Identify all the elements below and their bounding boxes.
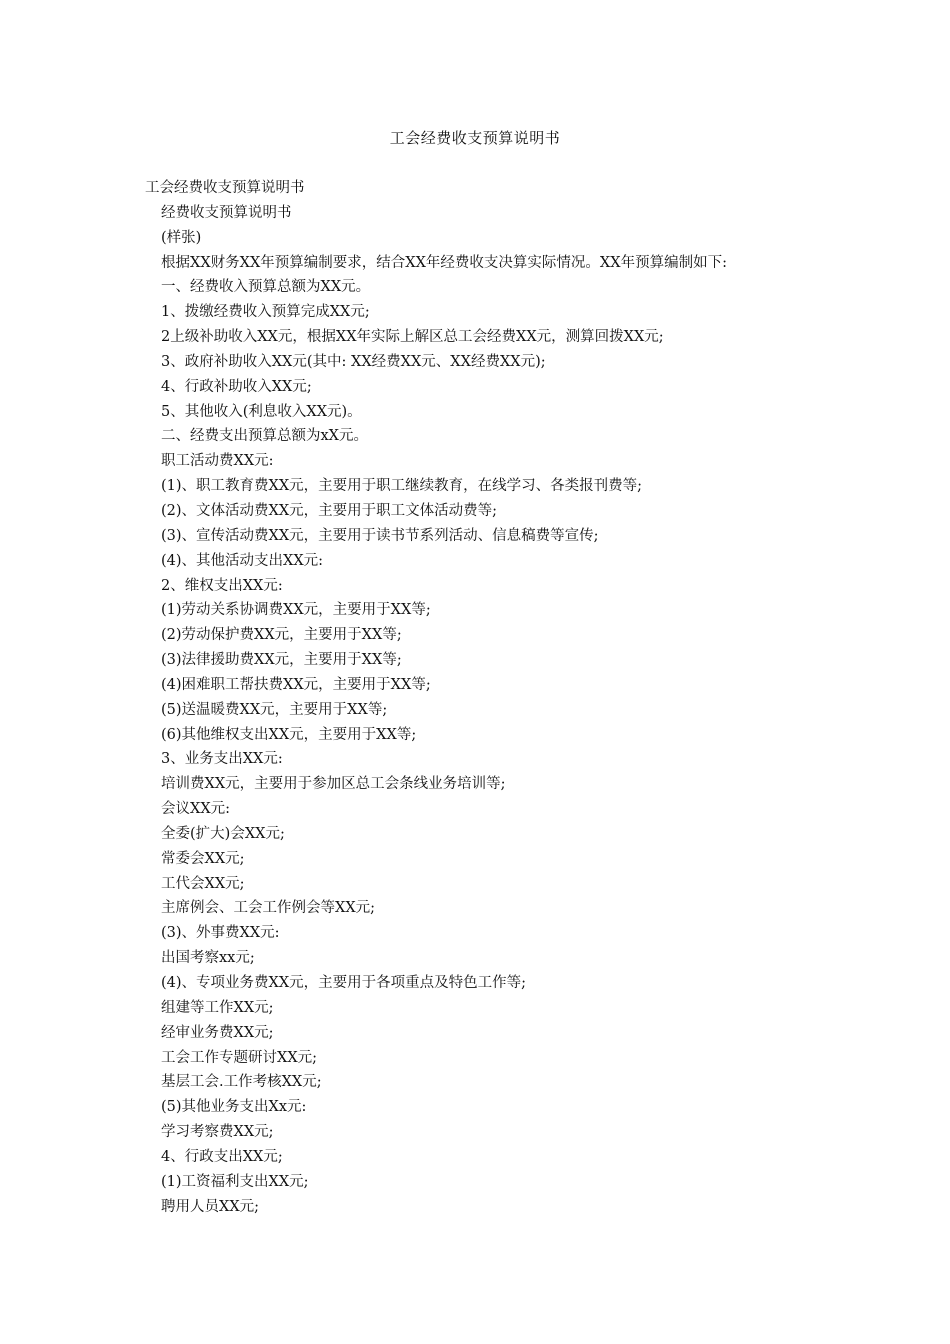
paragraph-line: (样张): [161, 229, 202, 246]
paragraph-line: 职工活动费XX元:: [161, 453, 274, 470]
paragraph-line: 会议XX元:: [161, 801, 231, 818]
paragraph-line: 二、经费支出预算总额为xX元。: [161, 428, 368, 445]
paragraph-line: (3)法律援助费XX元，主要用于XX等;: [161, 652, 402, 669]
paragraph-line: 常委会XX元;: [161, 850, 245, 867]
document-title: 工会经费收支预算说明书: [389, 129, 561, 147]
paragraph-line: (4)、其他活动支出XX元:: [161, 552, 324, 569]
paragraph-line: 5、其他收入(利息收入XX元)。: [161, 403, 362, 420]
paragraph-line: 工会工作专题研讨XX元;: [161, 1049, 318, 1066]
paragraph-line: 1、拨缴经费收入预算完成XX元;: [161, 304, 370, 321]
paragraph-line: (1)、职工教育费XX元，主要用于职工继续教育，在线学习、各类报刊费等;: [161, 478, 643, 495]
paragraph-line: 基层工会.工作考核XX元;: [161, 1074, 322, 1091]
paragraph-line: 学习考察费XX元;: [161, 1124, 274, 1141]
paragraph-line: 全委(扩大)会XX元;: [161, 825, 285, 842]
paragraph-line: (4)困难职工帮扶费XX元，主要用于XX等;: [161, 676, 431, 693]
paragraph-line: 2、维权支出XX元:: [161, 577, 283, 594]
paragraph-line: (5)送温暖费XX元，主要用于XX等;: [161, 701, 388, 718]
paragraph-line: 一、经费收入预算总额为XX元。: [161, 279, 371, 296]
paragraph-line: (2)劳动保护费XX元，主要用于XX等;: [161, 627, 402, 644]
paragraph-line: 4、行政补助收入XX元;: [161, 378, 312, 395]
paragraph-line: (2)、文体活动费XX元，主要用于职工文体活动费等;: [161, 502, 498, 519]
paragraph-line: 4、行政支出XX元;: [161, 1148, 283, 1165]
paragraph-line: 出国考察xx元;: [161, 950, 255, 967]
paragraph-line: 组建等工作XX元;: [161, 999, 274, 1016]
paragraph-line: 主席例会、工会工作例会等XX元;: [161, 900, 376, 917]
paragraph-line: (4)、专项业务费XX元，主要用于各项重点及特色工作等;: [161, 975, 527, 991]
paragraph-line: 经费收支预算说明书: [161, 204, 292, 221]
paragraph-line: (1)劳动关系协调费XX元，主要用于XX等;: [161, 602, 431, 619]
paragraph-line: 根据XX财务XX年预算编制要求，结合XX年经费收支决算实际情况。XX年预算编制如下:: [161, 254, 727, 271]
paragraph-line: 聘用人员XX元;: [161, 1198, 260, 1215]
paragraph-line: (3)、宣传活动费XX元，主要用于读书节系列活动、信息稿费等宣传;: [161, 527, 599, 544]
paragraph-line: (6)其他维权支出XX元，主要用于XX等;: [161, 726, 417, 743]
paragraph-line: 培训费XX元，主要用于参加区总工会条线业务培训等;: [161, 776, 506, 793]
document-body: [145, 176, 865, 1219]
paragraph-line: 2上级补助收入XX元，根据XX年实际上解区总工会经费XX元，测算回拨XX元;: [161, 329, 664, 346]
paragraph-line: (1)工资福利支出XX元;: [161, 1173, 309, 1190]
paragraph-line: 3、业务支出XX元:: [161, 751, 283, 768]
paragraph-line: 工代会XX元;: [161, 875, 245, 892]
paragraph-line: 经审业务费XX元;: [161, 1024, 274, 1041]
section-heading: 工会经费收支预算说明书: [145, 180, 305, 196]
paragraph-line: 3、政府补助收入XX元(其中: XX经费XX元、XX经费XX元);: [161, 353, 546, 370]
paragraph-line: (5)其他业务支出Xx元:: [161, 1099, 307, 1116]
paragraph-line: (3)、外事费XX元:: [161, 925, 280, 942]
